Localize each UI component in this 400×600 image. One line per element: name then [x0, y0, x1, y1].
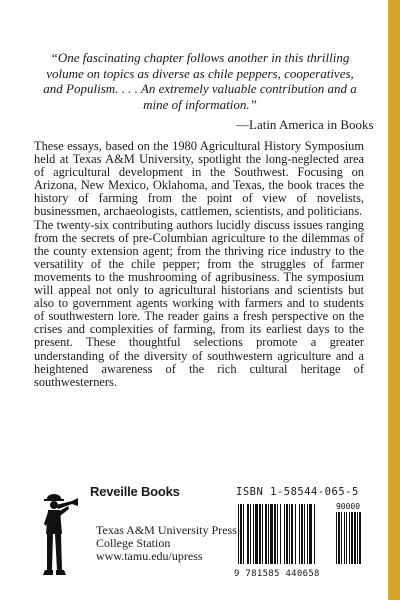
- publisher-name: Texas A&M University Press: [96, 523, 237, 537]
- barcode-digits: 9 781585 440658: [234, 569, 320, 579]
- bugler-silhouette-icon: [36, 490, 80, 578]
- review-quote: [40, 50, 360, 112]
- publisher-block: [96, 524, 237, 563]
- publisher-location: College Station: [96, 536, 171, 550]
- ean-barcode-bars: [238, 504, 315, 564]
- book-description: [34, 140, 364, 389]
- publisher-url[interactable]: www.tamu.edu/upress: [96, 549, 203, 563]
- isbn-label: ISBN 1-58544-065-5: [236, 486, 359, 498]
- price-addon-bars: [336, 512, 361, 564]
- quote-attribution: —Latin America in Books: [236, 117, 374, 132]
- price-code: 90000: [335, 502, 361, 511]
- imprint-name: Reveille Books: [90, 484, 180, 499]
- gold-spine-stripe: [388, 0, 400, 600]
- description-paragraph-1: These essays, based on the 1980 Agricultural History Symposium held at Texas A&M University, spotlight the long-neglected area of agricultural development in the Southwest. Focusing on Arizona, New Mexico, Oklahoma, and Texas, the book traces the history of farming from the point of view of novelists, businessmen, archaeologists, cattlemen, scientists, and politicians.: [34, 139, 364, 219]
- isbn-barcode: [236, 502, 366, 566]
- quote-text: “One fascinating chapter follows another in this thrilling volume on topics as diverse as chile peppers, cooperatives, and Populism. . . . An extremely valuable contribution and a mine of information.”: [43, 50, 357, 112]
- description-paragraph-2: The twenty-six contributing authors lucidly discuss issues ranging from the secrets of pre-Columbian agriculture to the dilemmas of the county extension agent; from the thriving rice industry to the versatility of the chile pepper; from the struggles of farmer movements to the mushrooming of agribusiness. The symposium will appeal not only to agricultural historians and scientists but also to government agents working with farmers and to students of southwestern lore. The reader gains a fresh perspective on the crises and complexities of farming, from its earliest days to the present. These thoughtful selections promote a greater understanding of the diversity of southwestern agriculture and a heightened awareness of the rich cultural heritage of southwesterners.: [34, 217, 364, 389]
